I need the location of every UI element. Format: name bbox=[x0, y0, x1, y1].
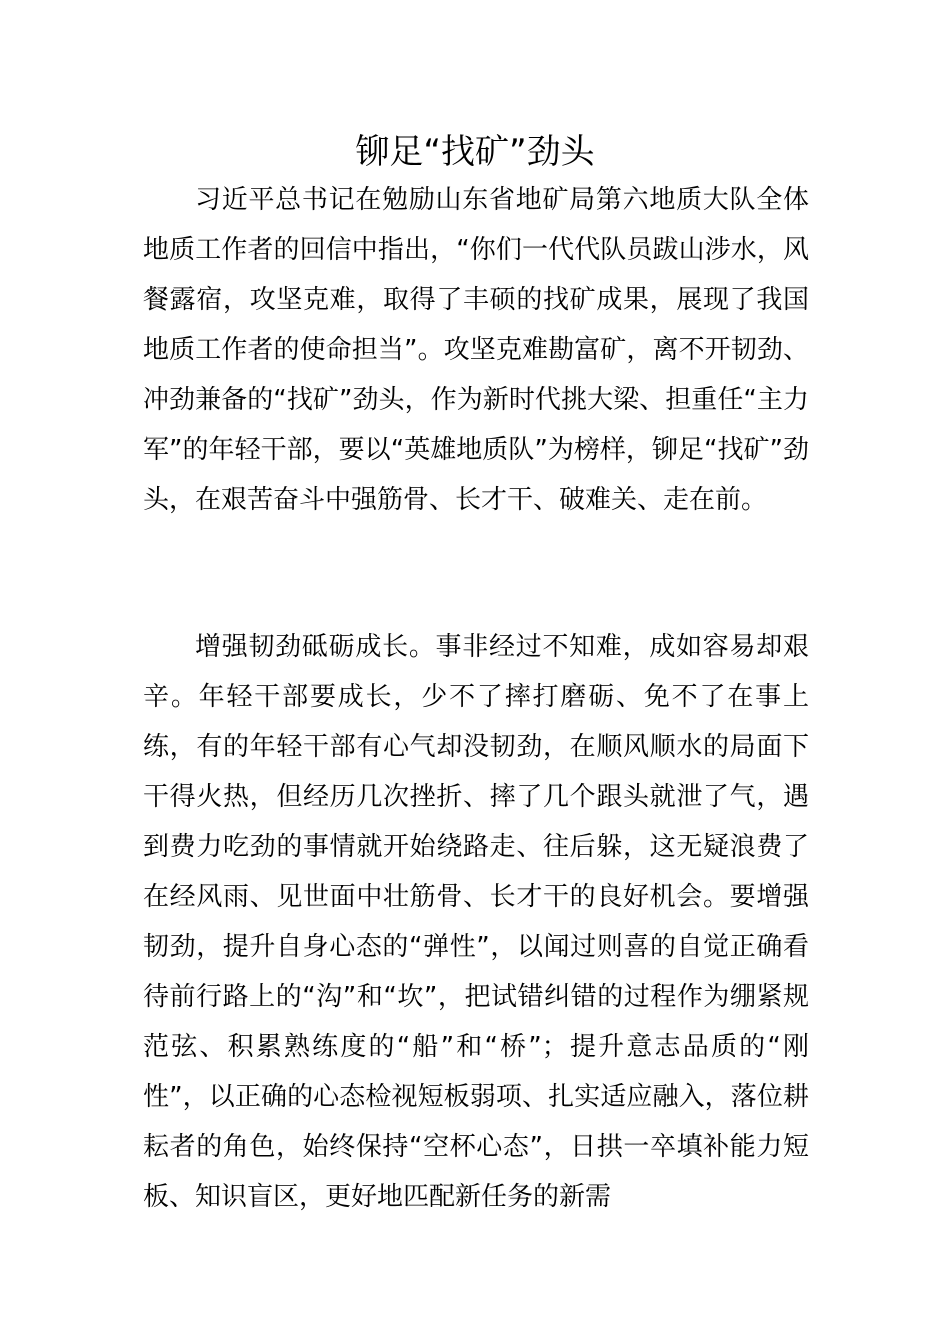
body-paragraph-1: 习近平总书记在勉励山东省地矿局第六地质大队全体地质工作者的回信中指出，“你们一代代队员跋山涉水，风餐露宿，攻坚克难，取得了丰硕的找矿成果，展现了我国地质工作者的使命担当”。攻坚克难勘富矿，离不开韧劲、冲劲兼备的“找矿”劲头，作为新时代挑大梁、担重任“主力军”的年轻干部，要以“英雄地质队”为榜样，铆足“找矿”劲头，在艰苦奋斗中强筋骨、长才干、破难关、走在前。 bbox=[143, 185, 809, 515]
body-paragraph-2: 增强韧劲砥砺成长。事非经过不知难，成如容易却艰辛。年轻干部要成长，少不了摔打磨砺、免不了在事上练，有的年轻干部有心气却没韧劲，在顺风顺水的局面下干得火热，但经历几次挫折、摔了几个跟头就泄了气，遇到费力吃劲的事情就开始绕路走、往后躲，这无疑浪费了在经风雨、见世面中壮筋骨、长才干的良好机会。要增强韧劲，提升自身心态的“弹性”，以闻过则喜的自觉正确看待前行路上的“沟”和“坎”，把试错纠错的过程作为绷紧规范弦、积累熟练度的“船”和“桥”；提升意志品质的“刚性”，以正确的心态检视短板弱项、扎实适应融入，落位耕耘者的角色，始终保持“空杯心态”，日拱一卒填补能力短板、知识盲区，更好地匹配新任务的新需 bbox=[143, 632, 809, 1212]
document-title: 铆足“找矿”劲头 bbox=[355, 132, 595, 172]
